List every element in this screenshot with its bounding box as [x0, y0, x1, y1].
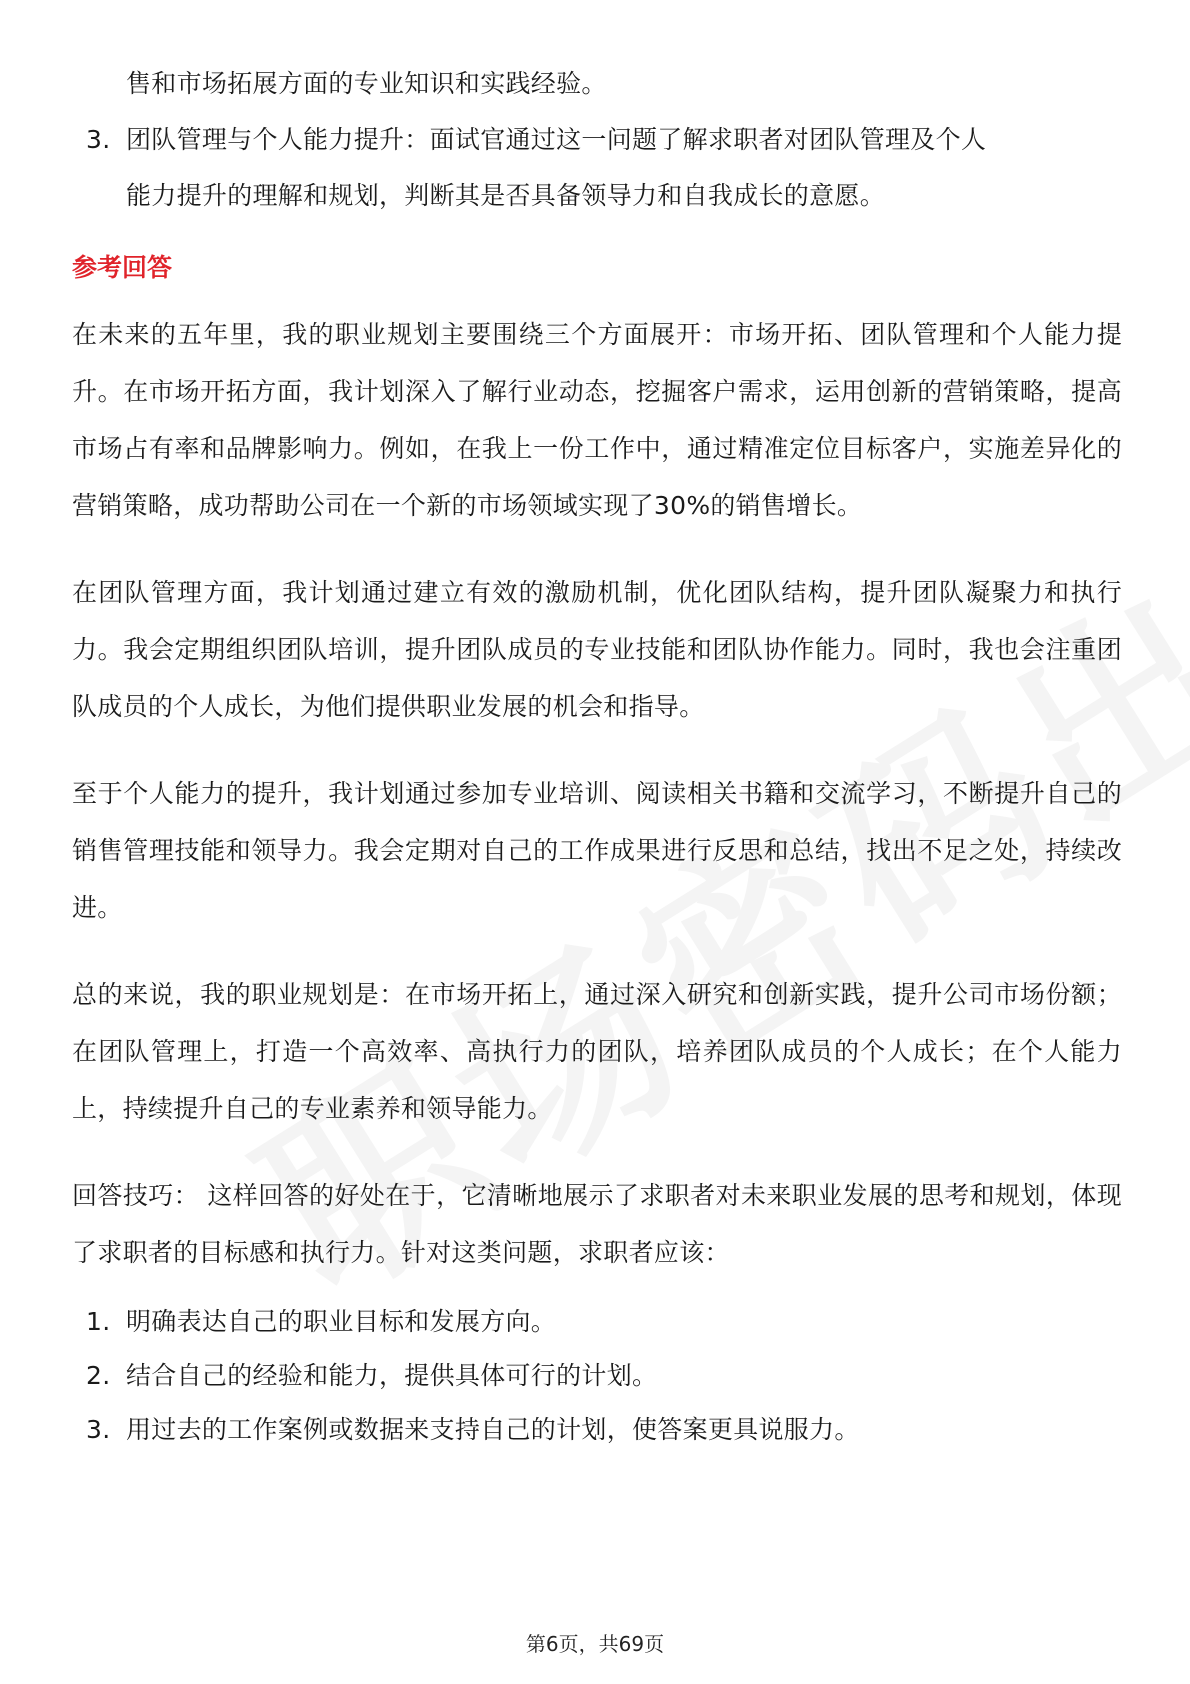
- list-item: [72, 1295, 1122, 1349]
- list-item: [72, 1349, 1122, 1403]
- tips-list: [72, 1295, 1122, 1457]
- list-item-text: 明确表达自己的职业目标和发展方向。: [126, 1307, 557, 1336]
- page-content: [72, 56, 1122, 1457]
- list-item: [72, 1403, 1122, 1457]
- list-item-text-line1: 团队管理与个人能力提升：面试官通过这一问题了解求职者对团队管理及个人: [126, 125, 987, 154]
- list-number: 2.: [86, 1361, 111, 1390]
- list-number: 1.: [86, 1307, 111, 1336]
- intent-list: [72, 112, 1122, 168]
- list-number: 3.: [86, 125, 111, 154]
- list-number: 3.: [86, 1415, 111, 1444]
- paragraph-summary: 总的来说，我的职业规划是：在市场开拓上，通过深入研究和创新实践，提升公司市场份额；在团队管理上，打造一个高效率、高执行力的团队，培养团队成员的个人成长；在个人能力上，持续提升自己的专业素养和领导能力。: [72, 980, 1122, 1123]
- list-item-text: 用过去的工作案例或数据来支持自己的计划，使答案更具说服力。: [126, 1415, 860, 1444]
- paragraph-team: 在团队管理方面，我计划通过建立有效的激励机制，优化团队结构，提升团队凝聚力和执行力。我会定期组织团队培训，提升团队成员的专业技能和团队协作能力。同时，我也会注重团队成员的个人成长，为他们提供职业发展的机会和指导。: [72, 578, 1122, 721]
- paragraph-self: 至于个人能力的提升，我计划通过参加专业培训、阅读相关书籍和交流学习，不断提升自己的销售管理技能和领导力。我会定期对自己的工作成果进行反思和总结，找出不足之处，持续改进。: [72, 779, 1122, 922]
- list-item: [72, 112, 1122, 168]
- page-footer: 第6页，共69页: [525, 1632, 665, 1656]
- paragraph-tips-intro: 回答技巧： 这样回答的好处在于，它清晰地展示了求职者对未来职业发展的思考和规划，体现了求职者的目标感和执行力。针对这类问题，求职者应该：: [72, 1181, 1122, 1267]
- list-item-continuation: 售和市场拓展方面的专业知识和实践经验。: [126, 69, 607, 98]
- list-item-text-line2: 能力提升的理解和规划，判断其是否具备领导力和自我成长的意愿。: [126, 181, 886, 210]
- list-item-text: 结合自己的经验和能力，提供具体可行的计划。: [126, 1361, 658, 1390]
- answer-heading: 参考回答: [72, 253, 173, 282]
- paragraph-market: 在未来的五年里，我的职业规划主要围绕三个方面展开：市场开拓、团队管理和个人能力提升。在市场开拓方面，我计划深入了解行业动态，挖掘客户需求，运用创新的营销策略，提高市场占有率和品牌影响力。例如，在我上一份工作中，通过精准定位目标客户，实施差异化的营销策略，成功帮助公司在一个新的市场领域实现了30%的销售增长。: [72, 320, 1122, 520]
